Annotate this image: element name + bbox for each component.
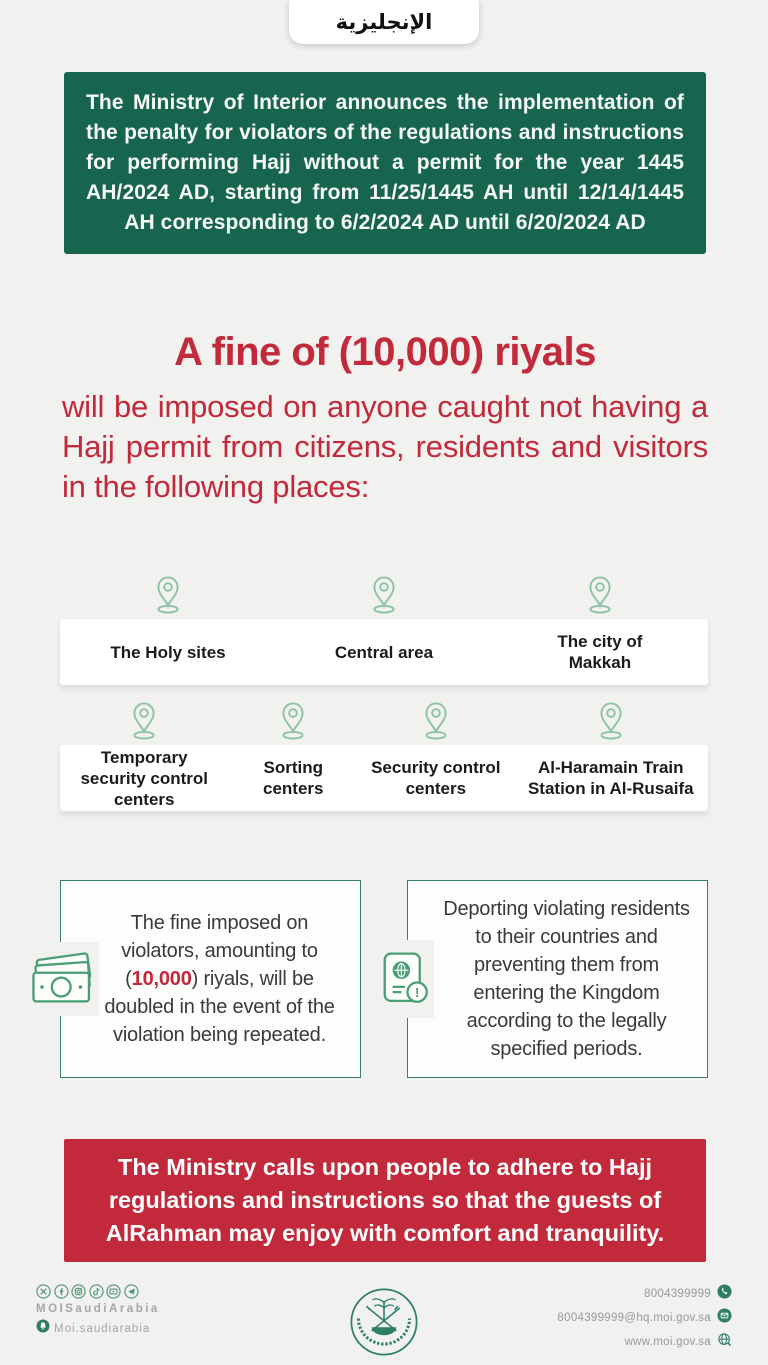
penalty-boxes: [60, 880, 708, 1078]
locations-card-1: [60, 619, 708, 685]
telegram-icon[interactable]: [124, 1284, 139, 1299]
location-cell: [228, 757, 358, 799]
tiktok-icon[interactable]: [89, 1284, 104, 1299]
closing-banner: [64, 1139, 706, 1262]
footer-emblem-block: [266, 1284, 502, 1364]
language-toggle-pill[interactable]: [289, 0, 479, 44]
location-cell: [60, 747, 228, 810]
website-row[interactable]: [625, 1332, 732, 1352]
fine-amount: 10,000: [131, 968, 192, 990]
location-cell: [276, 642, 492, 663]
fine-doubled-box: [60, 880, 361, 1078]
location-label: The city of Makkah: [557, 632, 643, 672]
location-cell: [514, 757, 708, 799]
deportation-box: [407, 880, 708, 1078]
location-pin-icon: [366, 574, 402, 614]
location-pin-icon: [150, 574, 186, 614]
location-label: Central area: [334, 642, 434, 662]
facebook-icon[interactable]: [54, 1284, 69, 1299]
pin-cell: [514, 700, 708, 740]
moi-emblem: [347, 1285, 421, 1364]
website-url: www.moi.gov.sa: [624, 1336, 711, 1348]
language-toggle-label: الإنجليزية: [335, 10, 433, 34]
footer-social-block: [36, 1284, 266, 1338]
footer: [0, 1276, 768, 1365]
location-label: The Holy sites: [110, 642, 226, 662]
pin-cell: [358, 700, 514, 740]
location-pin-icon: [418, 700, 454, 740]
fine-doubled-text-after: ) riyals, will be doubled in the event of the violation being repeated.: [104, 968, 335, 1046]
globe-icon: [717, 1332, 732, 1352]
location-label: Temporary security control centers: [80, 747, 208, 809]
location-pin-icon: [582, 574, 618, 614]
location-pins-row-1: [60, 574, 708, 614]
location-label: Security control centers: [371, 758, 501, 798]
svg-text:!: !: [414, 984, 420, 1000]
chat-handle: Moi.saudiarabia: [54, 1322, 151, 1335]
phone-row[interactable]: [644, 1284, 732, 1304]
closing-banner-text: The Ministry calls upon people to adhere to Hajj regulations and instructions so that the guests of AlRahman may enjoy with comfort and tranquility.: [105, 1154, 665, 1246]
location-pin-icon: [275, 700, 311, 740]
location-cell: [492, 631, 708, 673]
passport-warning-icon: [374, 940, 434, 1018]
location-pin-icon: [593, 700, 629, 740]
locations-card-2: [60, 745, 708, 811]
pin-cell: [60, 700, 228, 740]
social-handle: MOISaudiArabia: [36, 1303, 160, 1315]
instagram-icon[interactable]: [71, 1284, 86, 1299]
phone-icon: [717, 1284, 732, 1304]
footer-contact-block: [502, 1284, 732, 1352]
pin-cell: [60, 574, 276, 614]
email-row[interactable]: [557, 1308, 732, 1328]
bell-icon: [36, 1319, 50, 1338]
chat-handle-row[interactable]: [36, 1319, 266, 1338]
phone-number: 8004399999: [644, 1288, 711, 1300]
announcement-text: The Ministry of Interior announces the implementation of the penalty for violators of the regulations and instructions for performing Hajj without a permit for the year 1445 AH/2024 AD, starting from 11/25/1445 AH until 12/14/1445 AH corresponding to 6/2/2024 AD until 6/20/2024 AD: [86, 91, 684, 234]
fine-doubled-text-before: The fine imposed on violators, amounting to (: [121, 912, 318, 990]
social-icons-row: [36, 1284, 266, 1299]
location-label: Sorting centers: [263, 758, 324, 798]
location-label: Al-Haramain Train Station in Al-Rusaifa: [527, 758, 694, 798]
fine-body: will be imposed on anyone caught not having a Hajj permit from citizens, residents and visitors in the following places:: [62, 389, 708, 504]
pin-cell: [492, 574, 708, 614]
pin-cell: [228, 700, 358, 740]
mail-icon: [717, 1308, 732, 1328]
fine-doubled-text: [95, 909, 344, 1049]
email-address: 8004399999@hq.moi.gov.sa: [557, 1312, 711, 1324]
deportation-text: Deporting violating residents to their countries and preventing them from entering the Kingdom according to the legally specified periods.: [443, 898, 690, 1060]
location-cell: [60, 642, 276, 663]
location-pin-icon: [126, 700, 162, 740]
locations-row-1: [60, 574, 708, 685]
locations-row-2: [60, 700, 708, 811]
fine-section: [62, 330, 708, 507]
location-cell: [358, 757, 514, 799]
x-twitter-icon[interactable]: [36, 1284, 51, 1299]
money-icon: [27, 942, 99, 1016]
youtube-icon[interactable]: [106, 1284, 121, 1299]
fine-headline: A fine of (10,000) riyals: [174, 330, 596, 374]
location-pins-row-2: [60, 700, 708, 740]
announcement-banner: [64, 72, 706, 254]
pin-cell: [276, 574, 492, 614]
